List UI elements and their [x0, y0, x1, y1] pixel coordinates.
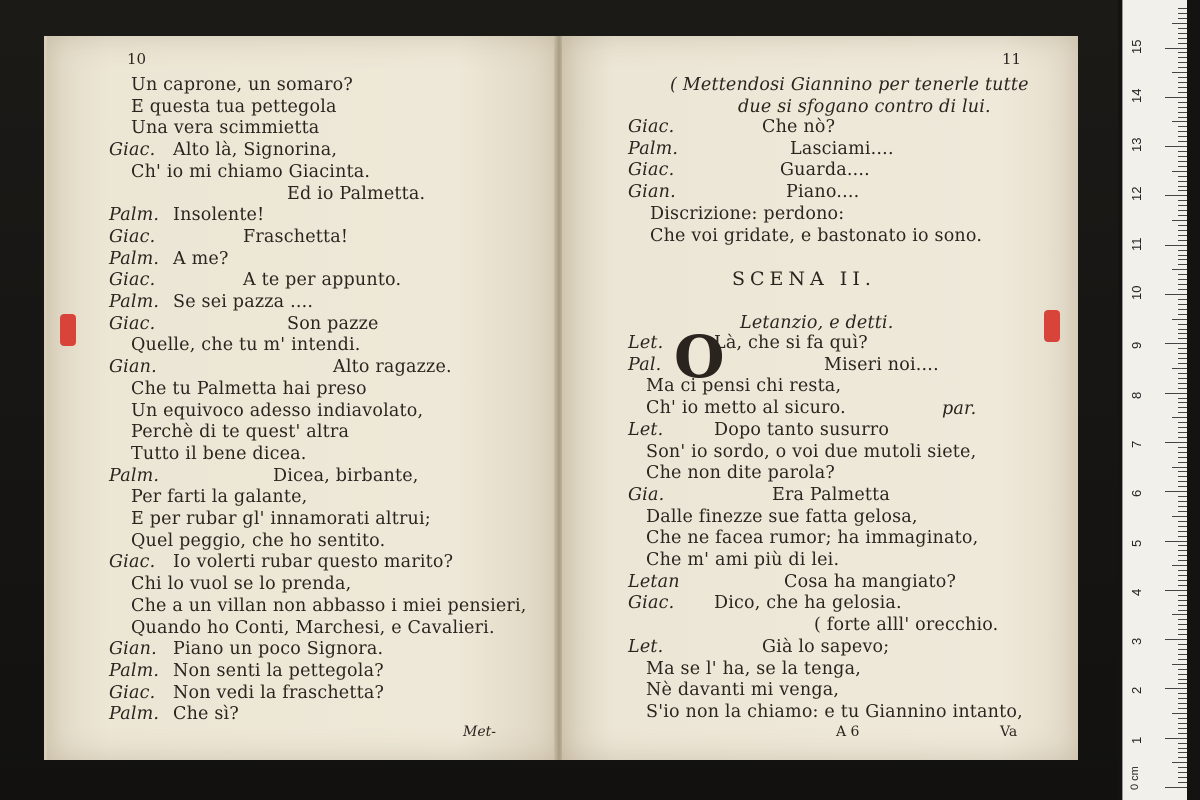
ruler-tick: [1165, 688, 1187, 689]
verse-line: Son' io sordo, o voi due mutoli siete,: [646, 441, 977, 462]
verse-line: Un caprone, un somaro?: [131, 75, 354, 95]
ruler-tick: [1178, 378, 1187, 379]
ruler-tick: [1178, 679, 1187, 680]
ruler-tick: [1178, 333, 1187, 334]
verse-line: Perchè di te quest' altra: [131, 422, 350, 443]
ruler-tick: [1178, 486, 1187, 487]
ruler-tick: [1165, 442, 1187, 443]
ruler-label: 13: [1129, 137, 1144, 153]
verse-line: A te per appunto.: [243, 270, 402, 291]
verse-line: Per farti la galante,: [131, 487, 308, 508]
ruler-tick: [1178, 151, 1187, 152]
ruler-tick: [1172, 467, 1187, 468]
speaker-label: Palm.: [109, 660, 160, 681]
ruler-tick: [1178, 190, 1187, 191]
verse-line: Era Palmetta: [772, 484, 891, 505]
ruler-tick: [1178, 733, 1187, 734]
verse-line: E questa tua pettegola: [131, 96, 337, 117]
verse-line: Ma se l' ha, se la tenga,: [646, 658, 861, 679]
ruler-tick: [1178, 57, 1187, 58]
speaker-label: Palm.: [109, 704, 160, 725]
verse-line: E per rubar gl' innamorati altrui;: [131, 509, 431, 529]
ruler-tick: [1178, 506, 1187, 507]
ruler-tick: [1178, 447, 1187, 448]
ruler-tick: [1165, 787, 1187, 788]
ruler-tick: [1178, 18, 1187, 19]
ruler-tick: [1178, 200, 1187, 201]
ruler-tick: [1178, 353, 1187, 354]
speaker-label: Palm.: [109, 248, 160, 269]
ruler-tick: [1178, 363, 1187, 364]
ruler-tick: [1178, 87, 1187, 88]
ruler-tick: [1178, 383, 1187, 384]
speaker-label: Gian.: [628, 182, 676, 203]
ruler-tick: [1178, 752, 1187, 753]
ruler-tick: [1178, 526, 1187, 527]
verse-line: A me?: [173, 248, 229, 269]
verse-line: Dicea, birbante,: [273, 465, 419, 486]
ruler-tick: [1178, 496, 1187, 497]
ruler-tick: [1178, 521, 1187, 522]
ruler-tick: [1178, 225, 1187, 226]
ruler-tick: [1165, 195, 1187, 196]
ruler-tick: [1178, 77, 1187, 78]
ruler-tick: [1172, 72, 1187, 73]
ruler-tick: [1178, 107, 1187, 108]
speaker-label: Palm.: [109, 205, 160, 226]
ruler-tick: [1178, 432, 1187, 433]
ruler-tick: [1178, 309, 1187, 310]
ruler-tick: [1178, 299, 1187, 300]
right-page-number: 11: [1002, 50, 1022, 68]
verse-line: ( forte alll' orecchio.: [814, 615, 999, 636]
ruler-tick: [1178, 235, 1187, 236]
ruler-tick: [1178, 624, 1187, 625]
ruler-tick: [1178, 595, 1187, 596]
ruler-tick: [1178, 471, 1187, 472]
left-catchword: Met-: [463, 724, 496, 740]
verse-line: Alto là, Signorina,: [173, 140, 338, 161]
ruler-tick: [1178, 274, 1187, 275]
verse-line: Che ne facea rumor; ha immaginato,: [646, 528, 979, 549]
speaker-label: Giac.: [628, 117, 675, 137]
ruler-tick: [1165, 97, 1187, 98]
ruler-tick: [1178, 358, 1187, 359]
ruler-tick: [1178, 161, 1187, 162]
speaker-label: Giac.: [109, 682, 156, 703]
right-page: [562, 36, 1078, 760]
ruler-tick: [1178, 348, 1187, 349]
speaker-label: Let.: [628, 333, 664, 353]
ruler-tick: [1178, 476, 1187, 477]
speaker-label: Let.: [628, 636, 664, 657]
ruler-tick: [1165, 541, 1187, 542]
ruler-tick: [1178, 82, 1187, 83]
ruler-label: 9: [1129, 342, 1144, 350]
ruler-tick: [1178, 422, 1187, 423]
verse-line: Piano un poco Signora.: [173, 639, 384, 660]
ruler-tick: [1178, 457, 1187, 458]
speaker-label: Gian.: [109, 357, 157, 378]
ruler-tick: [1178, 703, 1187, 704]
ruler-tick: [1178, 708, 1187, 709]
signature-mark: A 6: [836, 724, 860, 740]
speaker-label: Giac.: [109, 552, 156, 573]
ruler-tick: [1178, 62, 1187, 63]
ruler-tick: [1178, 649, 1187, 650]
ruler-label: 2: [1129, 687, 1144, 695]
scene-cast: Letanzio, e detti.: [740, 313, 894, 333]
ruler-tick: [1178, 580, 1187, 581]
speaker-label: Giac.: [628, 160, 675, 181]
ruler-tick: [1178, 674, 1187, 675]
verse-line: Ch' io mi chiamo Giacinta.: [131, 161, 371, 182]
ruler-tick: [1172, 516, 1187, 517]
ruler-label: 7: [1129, 440, 1144, 448]
verse-line: Dopo tanto susurro: [714, 419, 890, 440]
verse-line: S'io non la chiamo: e tu Giannino intanto,: [646, 701, 1023, 722]
verse-line: Che nò?: [762, 117, 836, 137]
verse-line: Tutto il bene dicea.: [131, 443, 307, 464]
ruler-tick: [1172, 762, 1187, 763]
left-page: [44, 36, 561, 760]
ruler-tick: [1178, 619, 1187, 620]
ruler-tick: [1178, 398, 1187, 399]
ruler-tick: [1178, 259, 1187, 260]
ruler-tick: [1178, 693, 1187, 694]
ruler-tick: [1178, 767, 1187, 768]
verse-line: Fraschetta!: [243, 226, 349, 247]
stage-direction-line-2: due si sfogano contro di lui.: [738, 97, 991, 117]
ruler-tick: [1178, 176, 1187, 177]
ruler-tick: [1178, 43, 1187, 44]
ruler-tick: [1178, 412, 1187, 413]
ruler-tick: [1178, 38, 1187, 39]
verse-line: Miseri noi....: [824, 354, 939, 375]
ruler-tick: [1178, 481, 1187, 482]
ruler-tick: [1172, 269, 1187, 270]
speaker-label: Palm.: [628, 138, 679, 159]
ruler-tick: [1178, 181, 1187, 182]
verse-line: Guarda....: [780, 160, 870, 181]
ruler-label: 15: [1129, 39, 1144, 54]
ruler-tick: [1178, 156, 1187, 157]
verse-line: Che tu Palmetta hai preso: [131, 378, 367, 399]
ruler-tick: [1178, 289, 1187, 290]
ruler-tick: [1178, 264, 1187, 265]
speaker-label: Giac.: [628, 593, 675, 614]
ruler-label: 10: [1129, 285, 1144, 300]
ruler-tick: [1178, 329, 1187, 330]
ruler-tick: [1178, 555, 1187, 556]
verse-line: Ed io Palmetta.: [287, 183, 426, 204]
ruler-tick: [1178, 102, 1187, 103]
speaker-label: Palm.: [109, 465, 160, 486]
ruler-tick: [1178, 772, 1187, 773]
verse-line: Che a un villan non abbasso i miei pensieri,: [131, 595, 527, 616]
verse-line: Non vedi la fraschetta?: [173, 682, 385, 703]
verse-line: Che non dite parola?: [646, 463, 835, 484]
ruler-tick: [1172, 368, 1187, 369]
ruler-tick: [1165, 393, 1187, 394]
verse-line: Quelle, che tu m' intendi.: [131, 335, 361, 356]
scene-title: SCENA II.: [732, 268, 876, 290]
verse-line: Dico, che ha gelosia.: [714, 593, 902, 614]
ruler-tick: [1178, 683, 1187, 684]
speaker-label: Giac.: [109, 313, 156, 334]
ruler-tick: [1178, 13, 1187, 14]
verse-line: Insolente!: [173, 205, 265, 226]
scale-ruler: [1122, 0, 1187, 800]
ruler-tick: [1172, 121, 1187, 122]
ruler-tick: [1178, 210, 1187, 211]
ruler-tick: [1178, 743, 1187, 744]
ruler-tick: [1165, 146, 1187, 147]
ruler-tick: [1178, 462, 1187, 463]
ruler-tick: [1178, 112, 1187, 113]
verse-line: Già lo sapevo;: [762, 636, 890, 657]
ruler-tick: [1178, 659, 1187, 660]
verse-line: Che m' ami più di lei.: [646, 550, 840, 570]
verse-line: Non senti la pettegola?: [173, 660, 384, 681]
ruler-tick: [1172, 23, 1187, 24]
speaker-label: Pal.: [628, 354, 662, 375]
ruler-tick: [1178, 166, 1187, 167]
ruler-tick: [1178, 511, 1187, 512]
ruler-tick: [1178, 782, 1187, 783]
ruler-tick: [1172, 565, 1187, 566]
speaker-label: Giac.: [109, 140, 156, 161]
verse-line: Cosa ha mangiato?: [784, 571, 957, 592]
left-page-number: 10: [127, 50, 147, 68]
ruler-tick: [1178, 550, 1187, 551]
ruler-tick: [1178, 634, 1187, 635]
ruler-tick: [1178, 141, 1187, 142]
ruler-tick: [1172, 713, 1187, 714]
ruler-tick: [1178, 186, 1187, 187]
ruler-tick: [1178, 427, 1187, 428]
ruler-tick: [1178, 324, 1187, 325]
ruler-tick: [1178, 723, 1187, 724]
verse-line: Piano....: [786, 182, 860, 203]
speaker-label: Giac.: [109, 270, 156, 291]
ruler-tick: [1178, 654, 1187, 655]
ruler-tick: [1178, 314, 1187, 315]
ruler-tick: [1178, 437, 1187, 438]
ruler-tick: [1178, 452, 1187, 453]
ruler-tick: [1178, 388, 1187, 389]
verse-line: Che sì?: [173, 704, 239, 725]
verse-line: Dalle finezze sue fatta gelosa,: [646, 506, 918, 527]
ruler-tick: [1178, 698, 1187, 699]
ruler-label: 1: [1129, 736, 1144, 744]
verse-line: Discrizione: perdono:: [650, 203, 845, 224]
ruler-tick: [1178, 545, 1187, 546]
ruler-tick: [1178, 215, 1187, 216]
speaker-label: Let.: [628, 419, 664, 440]
ruler-label: 11: [1129, 237, 1144, 251]
ruler-tick: [1165, 491, 1187, 492]
verse-line: Chi lo vuol se lo prenda,: [131, 574, 352, 595]
ruler-tick: [1178, 67, 1187, 68]
verse-line: Una vera scimmietta: [131, 118, 320, 139]
ruler-tick: [1178, 373, 1187, 374]
ruler-tick: [1178, 757, 1187, 758]
verse-line: Quel peggio, che ho sentito.: [131, 530, 386, 551]
ruler-tick: [1178, 240, 1187, 241]
verse-line: Io volerti rubar questo marito?: [173, 552, 454, 573]
ruler-tick: [1172, 417, 1187, 418]
ruler-tick: [1178, 402, 1187, 403]
ruler-label: 8: [1129, 391, 1144, 399]
ruler-tick: [1172, 220, 1187, 221]
verse-line: Ch' io metto al sicuro.: [646, 398, 846, 419]
verse-line: Se sei pazza ....: [173, 292, 314, 312]
ruler-tick: [1172, 614, 1187, 615]
ruler-tick: [1178, 28, 1187, 29]
ruler-tick: [1178, 560, 1187, 561]
ruler-label: 14: [1129, 88, 1144, 103]
ruler-tick: [1178, 407, 1187, 408]
right-catchword: Va: [1000, 724, 1018, 740]
ruler-label: 0 cm: [1129, 766, 1141, 790]
ruler-tick: [1178, 131, 1187, 132]
ruler-tick: [1178, 279, 1187, 280]
ruler-tick: [1178, 570, 1187, 571]
verse-line: Nè davanti mi venga,: [646, 680, 840, 701]
ruler-tick: [1165, 245, 1187, 246]
ruler-tick: [1178, 600, 1187, 601]
ruler-tick: [1178, 33, 1187, 34]
verse-line: Là, che si fa quì?: [714, 333, 868, 353]
ruler-tick: [1178, 777, 1187, 778]
ruler-label: 12: [1129, 186, 1144, 202]
stage-direction-line-1: ( Mettendosi Giannino per tenerle tutte: [670, 75, 1029, 95]
ruler-tick: [1178, 669, 1187, 670]
verse-line: Son pazze: [287, 313, 379, 334]
ruler-tick: [1178, 501, 1187, 502]
ruler-tick: [1178, 284, 1187, 285]
ruler-tick: [1178, 531, 1187, 532]
speaker-label: Letan: [628, 571, 680, 592]
verse-line: Un equivoco adesso indiavolato,: [131, 400, 424, 421]
ruler-tick: [1178, 536, 1187, 537]
speaker-label: Gian.: [109, 639, 157, 660]
ruler-tick: [1172, 664, 1187, 665]
ruler-tick: [1178, 629, 1187, 630]
ruler-tick: [1178, 605, 1187, 606]
speaker-label: Gia.: [628, 484, 665, 505]
open-book: [44, 36, 1078, 760]
ruler-tick: [1165, 590, 1187, 591]
ruler-tick: [1172, 171, 1187, 172]
ruler-label: 5: [1129, 539, 1144, 547]
ruler-tick: [1178, 230, 1187, 231]
verse-line: Che voi gridate, e bastonato io sono.: [650, 225, 983, 246]
ruler-tick: [1178, 585, 1187, 586]
verse-line: Alto ragazze.: [333, 357, 452, 378]
ruler-tick: [1178, 610, 1187, 611]
ruler-tick: [1178, 718, 1187, 719]
speaker-label: Giac.: [109, 226, 156, 247]
ruler-tick: [1178, 126, 1187, 127]
ruler-tick: [1178, 338, 1187, 339]
red-tab-left: [60, 314, 76, 346]
ruler-tick: [1178, 8, 1187, 9]
verse-line: Lasciami....: [790, 138, 894, 159]
speaker-label: Palm.: [109, 292, 160, 312]
ruler-tick: [1178, 728, 1187, 729]
ruler-tick: [1178, 304, 1187, 305]
ruler-tick: [1178, 52, 1187, 53]
ruler-tick: [1165, 639, 1187, 640]
ruler-tick: [1178, 92, 1187, 93]
ruler-tick: [1165, 343, 1187, 344]
verse-line: Quando ho Conti, Marchesi, e Cavalieri.: [131, 617, 495, 638]
ruler-tick: [1178, 255, 1187, 256]
ruler-tick: [1178, 136, 1187, 137]
ruler-tick: [1178, 748, 1187, 749]
ruler-tick: [1178, 644, 1187, 645]
ruler-tick: [1178, 117, 1187, 118]
ruler-tick: [1165, 738, 1187, 739]
drop-capital: O: [674, 323, 725, 391]
ruler-tick: [1172, 319, 1187, 320]
ruler-label: 4: [1129, 588, 1144, 596]
red-tab-right: [1044, 310, 1060, 342]
aside-marker: par.: [942, 399, 977, 419]
ruler-tick: [1178, 575, 1187, 576]
verse-line: Ma ci pensi chi resta,: [646, 376, 842, 397]
ruler-label: 6: [1129, 489, 1144, 498]
ruler-label: 3: [1129, 637, 1144, 646]
ruler-tick: [1178, 250, 1187, 251]
ruler-tick: [1178, 205, 1187, 206]
ruler-tick: [1165, 294, 1187, 295]
ruler-tick: [1165, 48, 1187, 49]
